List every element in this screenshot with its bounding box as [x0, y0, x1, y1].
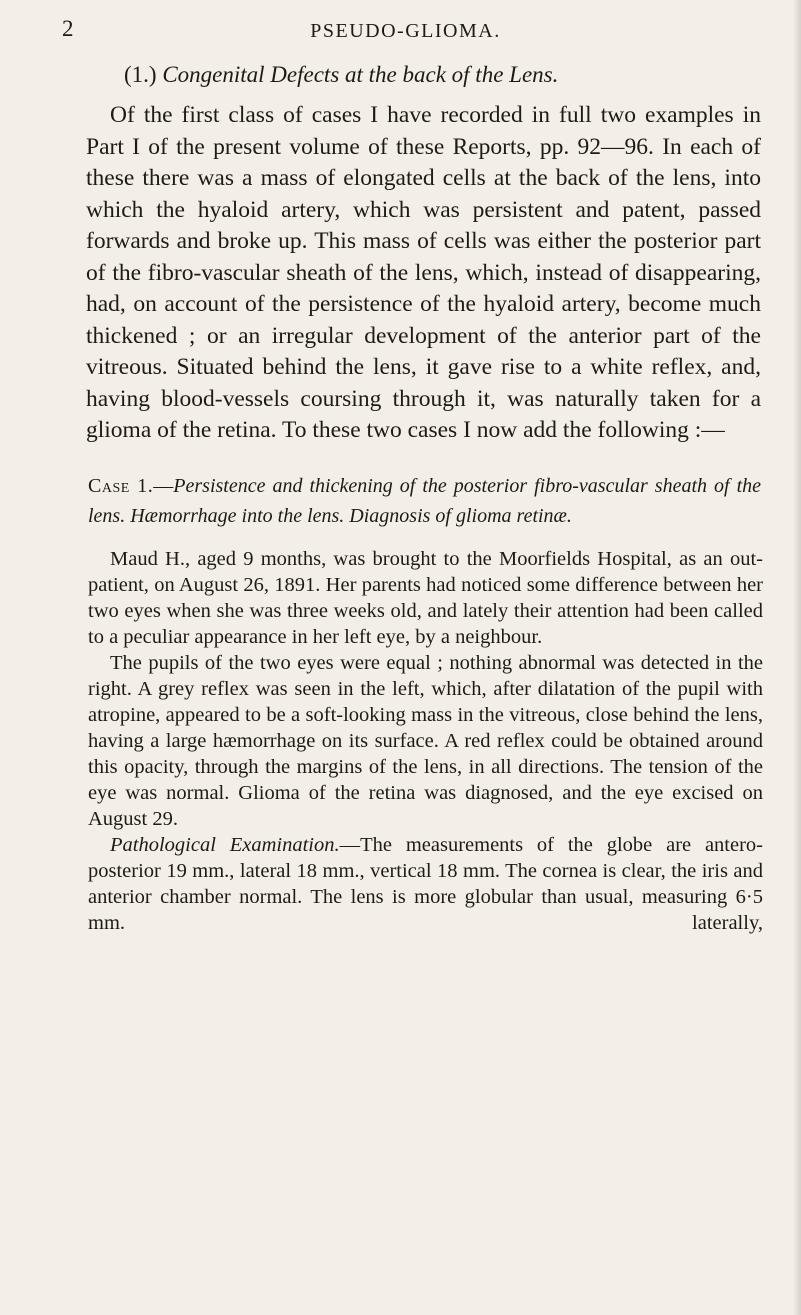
- pathology-text: The measurements of the globe are antero-posterior 19 mm., lateral 18 mm., vertical 18 mm. The cornea is clear, the iris and anterior chamber normal. The lens is more globular than usual, measuring 6·5 mm. laterally,: [88, 833, 763, 934]
- running-head: [30, 0, 781, 54]
- running-title: PSEUDO-GLIOMA.: [310, 20, 501, 42]
- case-label: Case 1.: [88, 474, 154, 497]
- section-heading: [124, 58, 781, 92]
- section-title: Congenital Defects at the back of the Lens.: [162, 62, 559, 87]
- case-dash: —: [153, 474, 174, 497]
- examination-paragraph: The pupils of the two eyes were equal ; nothing abnormal was detected in the right. A grey reflex was seen in the left, which, after dilatation of the pupil with atropine, appeared to be a soft-looking mass in the vitreous, close behind the lens, having a large hæmorrhage on its surface. A red reflex could be obtained around this opacity, through the margins of the lens, in all directions. The tension of the eye was normal. Glioma of the retina was diagnosed, and the eye excised on August 29.: [88, 651, 763, 830]
- intro-paragraph: Of the first class of cases I have recorded in full two examples in Part I of the present volume of these Reports, pp. 92—96. In each of these there was a mass of elongated cells at the back of the lens, into which the hyaloid artery, which was persistent and patent, passed forwards and broke up. This mass of cells was either the posterior part of the fibro-vascular sheath of the lens, which, instead of disappearing, had, on account of the persistence of the hyaloid artery, become much thickened ; or an irregular development of the anterior part of the vitreous. Situated behind the lens, it gave rise to a white reflex, and, having blood-vessels coursing through it, was naturally taken for a glioma of the retina. To these two cases I now add the following :—: [86, 102, 761, 443]
- pathology-dash: —: [339, 833, 361, 856]
- page-number: 2: [62, 16, 74, 41]
- pathology-paragraph: [88, 832, 763, 936]
- case-title: Persistence and thickening of the posterior fibro-vascular sheath of the lens. Hæmorrhage into the lens. Diagnosis of glioma retinæ.: [88, 474, 761, 527]
- section-number: (1.): [124, 62, 157, 87]
- history-paragraph: Maud H., aged 9 months, was brought to the Moorfields Hospital, as an out-patient, on August 26, 1891. Her parents had noticed some difference between her two eyes when she was three weeks old, and lately their attention had been called to a peculiar appearance in her left eye, by a neighbour.: [88, 547, 763, 648]
- pathology-label: Pathological Examination.: [110, 833, 340, 856]
- page-edge-shadow: [793, 0, 801, 1315]
- case-heading: [88, 471, 761, 531]
